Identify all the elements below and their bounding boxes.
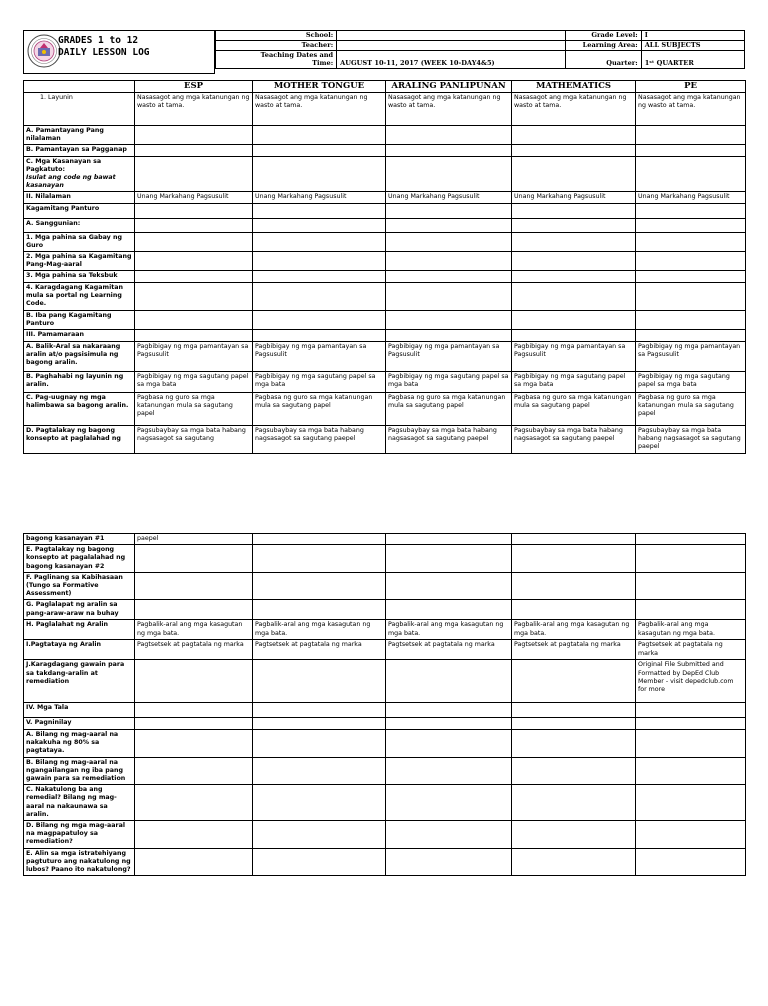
lesson-cell[interactable] bbox=[386, 145, 512, 156]
lesson-cell[interactable] bbox=[636, 203, 746, 218]
teaching-dates-field[interactable]: AUGUST 10-11, 2017 (WEEK 10-DAY4&5) bbox=[337, 51, 566, 69]
table-row bbox=[24, 426, 746, 454]
lesson-cell[interactable]: Pagbalik-aral ang mga kasagutan ng mga bata. bbox=[253, 620, 386, 640]
lesson-cell[interactable] bbox=[253, 718, 386, 729]
lesson-cell[interactable]: Pagsubaybay sa mga bata habang nagsasagot sa sagutang paepel bbox=[386, 426, 512, 454]
lesson-cell[interactable]: Original File Submitted and Formatted by DepEd Club Member - visit depedclub.com for more bbox=[636, 660, 746, 703]
lesson-cell[interactable] bbox=[512, 282, 636, 310]
lesson-cell[interactable] bbox=[512, 232, 636, 251]
lesson-cell[interactable] bbox=[135, 310, 253, 329]
lesson-cell[interactable] bbox=[386, 330, 512, 342]
lesson-cell[interactable]: Pagtsetsek at pagtatala ng marka bbox=[386, 640, 512, 660]
table-row bbox=[24, 640, 746, 660]
lesson-cell[interactable] bbox=[512, 703, 636, 718]
lesson-cell[interactable]: Pagbibigay ng mga pamantayan sa Pagsusulit bbox=[512, 342, 636, 372]
lesson-cell[interactable]: Pagbibigay ng mga pamantayan sa Pagsusulit bbox=[636, 342, 746, 372]
lesson-cell[interactable] bbox=[512, 821, 636, 849]
row-label bbox=[24, 145, 135, 156]
lesson-cell[interactable] bbox=[135, 703, 253, 718]
row-label-text: I.Pagtataya ng Aralin bbox=[26, 641, 102, 649]
lesson-cell[interactable]: Pagtsetsek at pagtatala ng marka bbox=[512, 640, 636, 660]
lesson-cell[interactable] bbox=[386, 252, 512, 271]
lesson-cell[interactable] bbox=[386, 156, 512, 192]
lesson-cell[interactable] bbox=[135, 282, 253, 310]
lesson-cell[interactable] bbox=[135, 785, 253, 821]
row-label bbox=[24, 271, 135, 282]
row-label-text: D. Pagtalakay ng bagong konsepto at paglalahad ng bbox=[26, 427, 121, 443]
lesson-cell[interactable] bbox=[512, 729, 636, 757]
table-row bbox=[24, 218, 746, 232]
lesson-cell[interactable] bbox=[636, 252, 746, 271]
row-label bbox=[24, 252, 135, 271]
row-label-text: A. Pamantayang Pang nilalaman bbox=[26, 127, 104, 143]
lesson-log-table-page1 bbox=[23, 80, 746, 454]
lesson-cell[interactable] bbox=[636, 282, 746, 310]
row-label-text: G. Paglalapat ng aralin sa pang-araw-araw na buhay bbox=[26, 601, 119, 617]
subject-header-row bbox=[24, 81, 746, 93]
row-label bbox=[24, 718, 135, 729]
table-row bbox=[24, 93, 746, 126]
lesson-cell[interactable]: Pagsubaybay sa mga bata habang nagsasagot sa sagutang bbox=[135, 426, 253, 454]
row-label-text: IV. Mga Tala bbox=[26, 704, 69, 712]
lesson-cell[interactable] bbox=[636, 703, 746, 718]
lesson-cell[interactable]: Unang Markahang Pagsusulit bbox=[512, 192, 636, 203]
column-header-pe: PE bbox=[636, 81, 746, 93]
row-label bbox=[24, 393, 135, 426]
table-row bbox=[24, 848, 746, 876]
table-row bbox=[24, 785, 746, 821]
lesson-cell[interactable]: Pagbasa ng guro sa mga katanungan mula sa sagutang papel bbox=[636, 393, 746, 426]
lesson-cell[interactable] bbox=[135, 232, 253, 251]
row-label-text: C. Pag-uugnay ng mga halimbawa sa bagong aralin. bbox=[26, 394, 129, 410]
lesson-cell[interactable] bbox=[512, 252, 636, 271]
table-row bbox=[24, 372, 746, 393]
quarter-label: Quarter: bbox=[565, 51, 641, 69]
lesson-cell[interactable] bbox=[512, 848, 636, 876]
lesson-cell[interactable] bbox=[253, 203, 386, 218]
title-block bbox=[23, 30, 215, 74]
lesson-cell[interactable] bbox=[253, 729, 386, 757]
row-label bbox=[24, 192, 135, 203]
row-label bbox=[24, 330, 135, 342]
lesson-cell[interactable]: Pagsubaybay sa mga bata habang nagsasagot sa sagutang paepel bbox=[636, 426, 746, 454]
lesson-cell[interactable] bbox=[135, 718, 253, 729]
lesson-cell[interactable] bbox=[135, 330, 253, 342]
lesson-cell[interactable] bbox=[253, 271, 386, 282]
lesson-cell[interactable] bbox=[386, 126, 512, 145]
row-label bbox=[24, 126, 135, 145]
lesson-cell[interactable]: Nasasagot ang mga katanungan ng wasto at tama. bbox=[512, 93, 636, 126]
table-row bbox=[24, 232, 746, 251]
lesson-cell[interactable] bbox=[636, 310, 746, 329]
row-label-text: C. Nakatulong ba ang remedial? Bilang ng mag-aaral na nakaunawa sa aralin. bbox=[26, 786, 117, 818]
column-header-araling-panlipunan: ARALING PANLIPUNAN bbox=[386, 81, 512, 93]
row-label-note: Isulat ang code ng bawat kasanayan bbox=[26, 174, 116, 190]
row-label bbox=[24, 310, 135, 329]
row-label-text: J.Karagdagang gawain para sa takdang-aralin at remediation bbox=[26, 661, 125, 685]
lesson-cell[interactable] bbox=[386, 218, 512, 232]
lesson-cell[interactable] bbox=[636, 821, 746, 849]
column-header-mother-tongue: MOTHER TONGUE bbox=[253, 81, 386, 93]
row-label bbox=[24, 203, 135, 218]
table-row bbox=[24, 192, 746, 203]
lesson-cell[interactable] bbox=[636, 271, 746, 282]
column-header-mathematics: MATHEMATICS bbox=[512, 81, 636, 93]
lesson-cell[interactable] bbox=[386, 821, 512, 849]
lesson-cell[interactable] bbox=[512, 600, 636, 620]
row-label bbox=[24, 534, 135, 545]
learning-area-field[interactable]: ALL SUBJECTS bbox=[641, 41, 744, 51]
lesson-cell[interactable] bbox=[135, 757, 253, 785]
table-row bbox=[24, 330, 746, 342]
corner-cell bbox=[24, 81, 135, 93]
lesson-cell[interactable] bbox=[386, 282, 512, 310]
lesson-cell[interactable]: Pagbibigay ng mga pamantayan sa Pagsusulit bbox=[135, 342, 253, 372]
teaching-dates-label-line2: Time: bbox=[312, 59, 334, 67]
teacher-label: Teacher: bbox=[216, 41, 337, 51]
lesson-cell[interactable]: Pagbalik-aral ang mga kasagutan ng mga bata. bbox=[135, 620, 253, 640]
lesson-cell[interactable] bbox=[253, 232, 386, 251]
lesson-cell[interactable]: Pagbibigay ng mga sagutang papel sa mga bata bbox=[135, 372, 253, 393]
lesson-cell[interactable] bbox=[253, 534, 386, 545]
lesson-cell[interactable]: Pagbalik-aral ang mga kasagutan ng mga bata. bbox=[512, 620, 636, 640]
lesson-cell[interactable]: Pagbibigay ng mga pamantayan sa Pagsusulit bbox=[386, 342, 512, 372]
table-row bbox=[24, 252, 746, 271]
lesson-cell[interactable]: Unang Markahang Pagsusulit bbox=[253, 192, 386, 203]
row-label-text: A. Balik-Aral sa nakaraang aralin at/o pagsisimula ng bagong aralin. bbox=[26, 343, 121, 367]
lesson-cell[interactable] bbox=[636, 126, 746, 145]
row-label-text: H. Paglalahat ng Aralin bbox=[26, 621, 109, 629]
lesson-cell[interactable]: Unang Markahang Pagsusulit bbox=[636, 192, 746, 203]
row-label-text: A. Bilang ng mag-aaral na nakakuha ng 80% sa pagtataya. bbox=[26, 730, 119, 755]
lesson-cell[interactable] bbox=[386, 785, 512, 821]
lesson-cell[interactable] bbox=[636, 145, 746, 156]
lesson-cell[interactable]: Pagsubaybay sa mga bata habang nagsasagot sa sagutang paepel bbox=[512, 426, 636, 454]
lesson-cell[interactable]: Pagbasa ng guro sa mga katanungan mula sa sagutang papel bbox=[386, 393, 512, 426]
grade-level-label: Grade Level: bbox=[565, 31, 641, 41]
lesson-cell[interactable] bbox=[386, 600, 512, 620]
row-label bbox=[24, 640, 135, 660]
lesson-cell[interactable] bbox=[135, 218, 253, 232]
table-row bbox=[24, 145, 746, 156]
row-label bbox=[24, 342, 135, 372]
row-label bbox=[24, 660, 135, 703]
row-label-text: E. Alin sa mga istratehiyang pagtuturo ang nakatulong ng lubos? Paano ito nakatulong? bbox=[26, 849, 131, 874]
lesson-cell[interactable] bbox=[253, 330, 386, 342]
row-label bbox=[24, 703, 135, 718]
lesson-cell[interactable] bbox=[512, 218, 636, 232]
lesson-cell[interactable] bbox=[386, 310, 512, 329]
teaching-dates-label bbox=[216, 51, 337, 69]
lesson-cell[interactable] bbox=[512, 310, 636, 329]
quarter-field[interactable]: 1ˢᵗ QUARTER bbox=[641, 51, 744, 69]
row-label-text: 1. Layunin bbox=[40, 94, 73, 101]
row-label-text: D. Bilang ng mga mag-aaral na magpapatuloy sa remediation? bbox=[26, 822, 125, 846]
lesson-cell[interactable] bbox=[636, 757, 746, 785]
lesson-cell[interactable]: Pagbibigay ng mga pamantayan sa Pagsusulit bbox=[253, 342, 386, 372]
lesson-cell[interactable] bbox=[636, 600, 746, 620]
lesson-cell[interactable] bbox=[512, 572, 636, 600]
lesson-cell[interactable] bbox=[636, 232, 746, 251]
lesson-cell[interactable]: Nasasagot ang mga katanungan ng wasto at tama. bbox=[135, 93, 253, 126]
table-row bbox=[24, 660, 746, 703]
lesson-cell[interactable] bbox=[135, 545, 253, 573]
teaching-dates-label-line1: Teaching Dates and bbox=[260, 51, 334, 59]
lesson-cell[interactable] bbox=[512, 785, 636, 821]
row-label-text: B. Bilang ng mag-aaral na ngangailangan ng iba pang gawain para sa remediation bbox=[26, 758, 126, 783]
row-label-text: V. Pagninilay bbox=[26, 719, 72, 727]
row-label bbox=[24, 426, 135, 454]
lesson-log-header bbox=[23, 30, 745, 74]
lesson-cell[interactable] bbox=[135, 848, 253, 876]
lesson-cell[interactable]: Pagtsetsek at pagtatala ng marka bbox=[636, 640, 746, 660]
lesson-cell[interactable] bbox=[253, 218, 386, 232]
row-label bbox=[24, 218, 135, 232]
lesson-cell[interactable] bbox=[386, 757, 512, 785]
lesson-cell[interactable]: Pagbalik-aral ang mga kasagutan ng mga bata. bbox=[386, 620, 512, 640]
table-row bbox=[24, 126, 746, 145]
column-header-esp: ESP bbox=[135, 81, 253, 93]
table-row bbox=[24, 729, 746, 757]
row-label bbox=[24, 821, 135, 849]
row-label-text: E. Pagtalakay ng bagong konsepto at pagalalahad ng bagong kasanayan #2 bbox=[26, 546, 126, 570]
deped-seal-icon bbox=[27, 34, 61, 68]
row-label-text: B. Pamantayan sa Pagganap bbox=[26, 146, 127, 154]
row-label bbox=[24, 545, 135, 573]
lesson-cell[interactable] bbox=[636, 156, 746, 192]
document-title bbox=[58, 35, 150, 59]
lesson-cell[interactable] bbox=[386, 848, 512, 876]
lesson-cell[interactable] bbox=[253, 600, 386, 620]
lesson-cell[interactable] bbox=[135, 729, 253, 757]
lesson-cell[interactable] bbox=[253, 757, 386, 785]
lesson-cell[interactable]: Pagbibigay ng mga sagutang papel sa mga bata bbox=[386, 372, 512, 393]
title-line-2: DAILY LESSON LOG bbox=[58, 47, 150, 58]
row-label bbox=[24, 282, 135, 310]
lesson-cell[interactable] bbox=[512, 126, 636, 145]
lesson-cell[interactable] bbox=[135, 600, 253, 620]
table-row bbox=[24, 703, 746, 718]
row-label-text: Kagamitang Panturo bbox=[26, 204, 100, 212]
lesson-cell[interactable] bbox=[253, 703, 386, 718]
row-label bbox=[24, 757, 135, 785]
lesson-cell[interactable]: Pagsubaybay sa mga bata habang nagsasagot sa sagutang paepel bbox=[253, 426, 386, 454]
table-row bbox=[24, 620, 746, 640]
lesson-cell[interactable] bbox=[253, 545, 386, 573]
lesson-cell[interactable] bbox=[512, 660, 636, 703]
lesson-cell[interactable]: Pagtsetsek at pagtatala ng marka bbox=[135, 640, 253, 660]
lesson-cell[interactable]: Nasasagot ang mga katanungan ng wasto at tama. bbox=[386, 93, 512, 126]
lesson-cell[interactable] bbox=[386, 534, 512, 545]
lesson-cell[interactable] bbox=[512, 718, 636, 729]
lesson-cell[interactable] bbox=[135, 126, 253, 145]
lesson-cell[interactable] bbox=[386, 729, 512, 757]
lesson-cell[interactable] bbox=[636, 785, 746, 821]
lesson-cell[interactable]: paepel bbox=[135, 534, 253, 545]
lesson-cell[interactable] bbox=[386, 232, 512, 251]
lesson-cell[interactable] bbox=[253, 785, 386, 821]
table-row bbox=[24, 821, 746, 849]
row-label-text: II. Nilalaman bbox=[26, 193, 71, 201]
lesson-cell[interactable] bbox=[636, 848, 746, 876]
row-label bbox=[24, 372, 135, 393]
table-row bbox=[24, 342, 746, 372]
lesson-cell[interactable] bbox=[386, 545, 512, 573]
lesson-cell[interactable]: Pagbibigay ng mga sagutang papel sa mga bata bbox=[636, 372, 746, 393]
table-row bbox=[24, 545, 746, 573]
row-label-text: A. Sanggunian: bbox=[26, 219, 81, 227]
lesson-cell[interactable] bbox=[636, 534, 746, 545]
table-row bbox=[24, 310, 746, 329]
lesson-cell[interactable] bbox=[253, 156, 386, 192]
lesson-cell[interactable] bbox=[512, 330, 636, 342]
row-label-text: C. Mga Kasanayan sa Pagkatuto: bbox=[26, 157, 102, 173]
row-label bbox=[24, 620, 135, 640]
lesson-cell[interactable] bbox=[253, 126, 386, 145]
lesson-cell[interactable] bbox=[253, 572, 386, 600]
lesson-cell[interactable] bbox=[386, 271, 512, 282]
lesson-cell[interactable] bbox=[135, 203, 253, 218]
lesson-cell[interactable]: Unang Markahang Pagsusulit bbox=[386, 192, 512, 203]
lesson-cell[interactable]: Pagbibigay ng mga sagutang papel sa mga bata bbox=[512, 372, 636, 393]
row-label bbox=[24, 156, 135, 192]
row-label bbox=[24, 600, 135, 620]
lesson-cell[interactable]: Pagtsetsek at pagtatala ng marka bbox=[253, 640, 386, 660]
lesson-cell[interactable] bbox=[386, 718, 512, 729]
lesson-cell[interactable] bbox=[135, 145, 253, 156]
title-line-1: GRADES 1 to 12 bbox=[58, 35, 139, 46]
lesson-cell[interactable] bbox=[253, 310, 386, 329]
lesson-cell[interactable] bbox=[253, 145, 386, 156]
lesson-cell[interactable]: Pagbasa ng guro sa mga katanungan mula sa sagutang papel bbox=[253, 393, 386, 426]
table-row bbox=[24, 534, 746, 545]
lesson-cell[interactable] bbox=[636, 572, 746, 600]
lesson-cell[interactable] bbox=[512, 203, 636, 218]
lesson-log-table-page2 bbox=[23, 533, 746, 876]
row-label-text: B. Iba pang Kagamitang Panturo bbox=[26, 311, 112, 327]
lesson-cell[interactable] bbox=[636, 545, 746, 573]
row-label bbox=[24, 729, 135, 757]
lesson-cell[interactable] bbox=[253, 848, 386, 876]
lesson-cell[interactable] bbox=[253, 821, 386, 849]
info-table bbox=[215, 30, 745, 69]
table-row bbox=[24, 203, 746, 218]
row-label-text: III. Pamamaraan bbox=[26, 331, 85, 339]
lesson-cell[interactable] bbox=[135, 271, 253, 282]
lesson-cell[interactable] bbox=[386, 572, 512, 600]
lesson-cell[interactable]: Pagbasa ng guro sa mga katanungan mula sa sagutang papel bbox=[512, 393, 636, 426]
row-label-text: 3. Mga pahina sa Teksbuk bbox=[26, 272, 118, 280]
lesson-cell[interactable] bbox=[636, 330, 746, 342]
lesson-cell[interactable] bbox=[512, 534, 636, 545]
lesson-cell[interactable] bbox=[253, 660, 386, 703]
row-label-text: B. Paghahabi ng layunin ng aralin. bbox=[26, 373, 124, 389]
lesson-cell[interactable] bbox=[135, 660, 253, 703]
lesson-cell[interactable] bbox=[386, 203, 512, 218]
row-label-text: bagong kasanayan #1 bbox=[26, 535, 105, 542]
table-row bbox=[24, 718, 746, 729]
row-label bbox=[24, 572, 135, 600]
lesson-cell[interactable]: Pagbibigay ng mga sagutang papel sa mga bata bbox=[253, 372, 386, 393]
row-label bbox=[24, 232, 135, 251]
lesson-cell[interactable] bbox=[135, 156, 253, 192]
row-label-text: 2. Mga pahina sa Kagamitang Pang-Mag-aaral bbox=[26, 253, 132, 269]
lesson-cell[interactable] bbox=[512, 271, 636, 282]
lesson-cell[interactable] bbox=[636, 729, 746, 757]
row-label-text: F. Paglinang sa Kabihasaan (Tungo sa Formative Assessment) bbox=[26, 573, 123, 598]
lesson-cell[interactable]: Unang Markahang Pagsusulit bbox=[135, 192, 253, 203]
table-row bbox=[24, 393, 746, 426]
table-row bbox=[24, 757, 746, 785]
lesson-cell[interactable] bbox=[253, 282, 386, 310]
lesson-cell[interactable] bbox=[512, 757, 636, 785]
lesson-cell[interactable] bbox=[253, 252, 386, 271]
school-field[interactable] bbox=[337, 31, 566, 41]
table-row bbox=[24, 600, 746, 620]
lesson-cell[interactable] bbox=[512, 145, 636, 156]
table-row bbox=[24, 282, 746, 310]
lesson-cell[interactable] bbox=[135, 252, 253, 271]
lesson-cell[interactable] bbox=[636, 718, 746, 729]
lesson-cell[interactable] bbox=[386, 660, 512, 703]
lesson-cell[interactable] bbox=[386, 703, 512, 718]
school-label: School: bbox=[216, 31, 337, 41]
lesson-cell[interactable]: Pagbasa ng guro sa mga katanungan mula sa sagutang papel bbox=[135, 393, 253, 426]
row-label bbox=[24, 785, 135, 821]
lesson-cell[interactable] bbox=[512, 156, 636, 192]
row-label bbox=[24, 848, 135, 876]
lesson-cell[interactable]: Nasasagot ang mga katanungan ng wasto at tama. bbox=[636, 93, 746, 126]
row-label-text: 4. Karagdagang Kagamitan mula sa portal ng Learning Code. bbox=[26, 283, 123, 308]
row-label bbox=[24, 93, 135, 126]
grade-level-field[interactable]: I bbox=[641, 31, 744, 41]
lesson-cell[interactable] bbox=[636, 218, 746, 232]
teacher-field[interactable] bbox=[337, 41, 566, 51]
row-label-text: 1. Mga pahina sa Gabay ng Guro bbox=[26, 233, 122, 249]
table-row bbox=[24, 271, 746, 282]
lesson-cell[interactable] bbox=[135, 572, 253, 600]
lesson-cell[interactable] bbox=[512, 545, 636, 573]
learning-area-label: Learning Area: bbox=[565, 41, 641, 51]
lesson-cell[interactable]: Pagbalik-aral ang mga kasagutan ng mga bata. bbox=[636, 620, 746, 640]
lesson-cell[interactable] bbox=[135, 821, 253, 849]
table-row bbox=[24, 156, 746, 192]
lesson-cell[interactable]: Nasasagot ang mga katanungan ng wasto at tama. bbox=[253, 93, 386, 126]
table-row bbox=[24, 572, 746, 600]
